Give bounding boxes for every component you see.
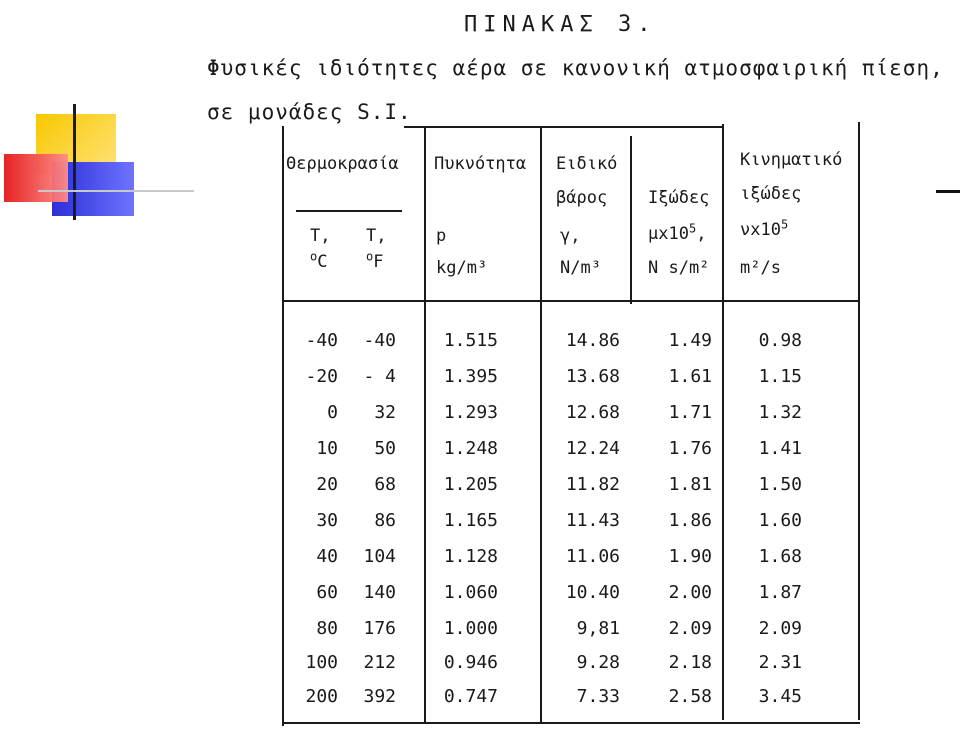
- cell-viscosity: 1.49: [668, 330, 712, 351]
- cell-temp-c: 100: [305, 652, 338, 673]
- table-subtitle-line-2: σε μονάδες S.I.: [207, 100, 412, 124]
- cell-temp-c: 10: [316, 438, 338, 459]
- decorative-vertical-line: [73, 104, 76, 220]
- cell-temp-f: 104: [363, 546, 396, 567]
- cell-density: 1.293: [443, 402, 498, 423]
- cell-temp-f: 86: [374, 510, 396, 531]
- header-specific-weight-line1: Ειδικό: [556, 154, 618, 174]
- header-temperature: Θερμοκρασία: [286, 154, 399, 174]
- header-viscosity: Ιξώδες: [648, 188, 710, 208]
- cell-temp-f: 140: [363, 582, 396, 603]
- cell-kinematic-viscosity: 1.68: [758, 546, 802, 567]
- cell-density: 0.747: [443, 686, 498, 707]
- cell-kinematic-viscosity: 1.32: [758, 402, 802, 423]
- table-row: [0, 546, 960, 574]
- cell-density: 1.205: [443, 474, 498, 495]
- cell-viscosity: 1.81: [668, 474, 712, 495]
- cell-density: 1.000: [443, 618, 498, 639]
- cell-temp-c: 30: [316, 510, 338, 531]
- cell-temp-c: 40: [316, 546, 338, 567]
- cell-density: 1.060: [443, 582, 498, 603]
- header-specific-weight-line2: βάρος: [556, 188, 608, 208]
- cell-viscosity: 1.61: [668, 366, 712, 387]
- cell-kinematic-viscosity: 1.15: [758, 366, 802, 387]
- table-row: [0, 652, 960, 680]
- cell-viscosity: 1.71: [668, 402, 712, 423]
- table-row: [0, 618, 960, 646]
- decorative-red-square: [4, 154, 68, 202]
- header-density-unit: kg/m³: [436, 258, 488, 278]
- table-border-top: [404, 126, 724, 128]
- cell-temp-f: 68: [374, 474, 396, 495]
- table-row: [0, 402, 960, 430]
- header-kinematic-symbol: $\nu x10^5$: [740, 217, 789, 240]
- cell-specific-weight: 11.06: [565, 546, 620, 567]
- cell-specific-weight: 11.82: [565, 474, 620, 495]
- table-row: [0, 474, 960, 502]
- cell-temp-f: 32: [374, 402, 396, 423]
- cell-temp-c: 80: [316, 618, 338, 639]
- cell-specific-weight: 12.68: [565, 402, 620, 423]
- cell-kinematic-viscosity: 1.87: [758, 582, 802, 603]
- cell-specific-weight: 13.68: [565, 366, 620, 387]
- header-separator: [282, 300, 860, 302]
- header-viscosity-symbol: $\mu x10^5$,: [648, 221, 707, 244]
- table-row: [0, 330, 960, 358]
- header-tf-symbol: T,: [366, 226, 387, 246]
- cell-viscosity: 1.90: [668, 546, 712, 567]
- cell-temp-c: -20: [305, 366, 338, 387]
- table-row: [0, 582, 960, 610]
- table-row: [0, 686, 960, 714]
- cell-temp-f: -40: [363, 330, 396, 351]
- cell-kinematic-viscosity: 2.31: [758, 652, 802, 673]
- cell-kinematic-viscosity: 1.50: [758, 474, 802, 495]
- header-kinematic-unit: m²/s: [740, 258, 781, 278]
- cell-specific-weight: 9,81: [576, 618, 620, 639]
- cell-specific-weight: 10.40: [565, 582, 620, 603]
- header-tc-symbol: T,: [310, 226, 331, 246]
- cell-temp-c: 60: [316, 582, 338, 603]
- table-border-bottom: [282, 722, 860, 724]
- cell-density: 1.165: [443, 510, 498, 531]
- table-row: [0, 510, 960, 538]
- cell-temp-f: 176: [363, 618, 396, 639]
- decorative-dash: [936, 190, 960, 193]
- cell-temp-f: 50: [374, 438, 396, 459]
- cell-viscosity: 2.09: [668, 618, 712, 639]
- cell-temp-c: 0: [327, 402, 338, 423]
- cell-temp-f: - 4: [363, 366, 396, 387]
- header-density-symbol: p: [436, 226, 447, 246]
- table-row: [0, 366, 960, 394]
- cell-temp-c: 200: [305, 686, 338, 707]
- header-specific-weight-symbol: γ,: [560, 226, 581, 246]
- cell-viscosity: 2.18: [668, 652, 712, 673]
- header-density: Πυκνότητα: [434, 154, 527, 174]
- header-specific-weight-unit: N/m³: [560, 258, 601, 278]
- cell-density: 0.946: [443, 652, 498, 673]
- cell-kinematic-viscosity: 3.45: [758, 686, 802, 707]
- cell-specific-weight: 12.24: [565, 438, 620, 459]
- cell-kinematic-viscosity: 1.60: [758, 510, 802, 531]
- cell-density: 1.248: [443, 438, 498, 459]
- cell-density: 1.128: [443, 546, 498, 567]
- temperature-header-underline: [296, 210, 402, 212]
- cell-density: 1.515: [443, 330, 498, 351]
- cell-density: 1.395: [443, 366, 498, 387]
- table-subtitle-line-1: Φυσικές ιδιότητες αέρα σε κανονική ατμοσφαιρική πίεση,: [207, 56, 944, 80]
- cell-temp-c: 20: [316, 474, 338, 495]
- cell-specific-weight: 7.33: [576, 686, 620, 707]
- cell-kinematic-viscosity: 2.09: [758, 618, 802, 639]
- cell-temp-c: -40: [305, 330, 338, 351]
- cell-specific-weight: 14.86: [565, 330, 620, 351]
- decorative-horizontal-line: [38, 190, 194, 192]
- header-tc-unit: $^o$C: [310, 249, 328, 272]
- cell-kinematic-viscosity: 0.98: [758, 330, 802, 351]
- table-row: [0, 438, 960, 466]
- cell-kinematic-viscosity: 1.41: [758, 438, 802, 459]
- header-kinematic-line2: ιξώδες: [740, 184, 802, 204]
- cell-viscosity: 1.76: [668, 438, 712, 459]
- column-divider: [630, 136, 632, 304]
- header-viscosity-unit: N s/m²: [648, 258, 710, 278]
- cell-viscosity: 2.00: [668, 582, 712, 603]
- cell-temp-f: 212: [363, 652, 396, 673]
- cell-specific-weight: 11.43: [565, 510, 620, 531]
- cell-specific-weight: 9.28: [576, 652, 620, 673]
- cell-viscosity: 2.58: [668, 686, 712, 707]
- table-title: ΠΙΝΑΚΑΣ 3.: [464, 12, 657, 37]
- cell-temp-f: 392: [363, 686, 396, 707]
- header-kinematic-line1: Κινηματικό: [740, 150, 843, 170]
- header-tf-unit: $^o$F: [366, 249, 384, 272]
- cell-viscosity: 1.86: [668, 510, 712, 531]
